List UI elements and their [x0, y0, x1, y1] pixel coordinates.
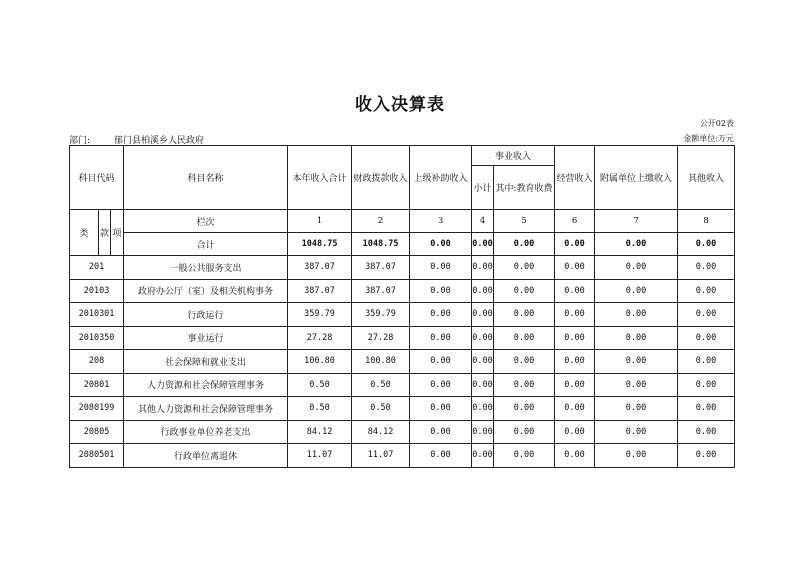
- table-row: [70, 279, 735, 303]
- amount-cell: 387.07: [288, 279, 352, 303]
- header-total-income: 本年收入合计: [288, 146, 352, 210]
- amount-cell: 0.00: [678, 420, 735, 444]
- amount-cell: 0.00: [555, 420, 595, 444]
- amount-cell: 84.12: [288, 420, 352, 444]
- table-row: [70, 256, 735, 280]
- amount-cell: 0.50: [288, 373, 352, 397]
- amount-cell: 0.00: [595, 420, 678, 444]
- amount-cell: 0.00: [410, 256, 472, 280]
- amount-cell: 0.00: [595, 256, 678, 280]
- amount-cell: 387.07: [352, 256, 410, 280]
- amount-cell: 387.07: [288, 256, 352, 280]
- table-row: [70, 350, 735, 374]
- amount-cell: 0.00: [494, 420, 555, 444]
- amount-cell: 0.00: [472, 397, 494, 421]
- subject-code-cell: 2080199: [70, 397, 124, 421]
- header-superior-subsidy: 上级补助收入: [410, 146, 472, 210]
- header-affiliated-income: 附属单位上缴收入: [595, 146, 678, 210]
- amount-cell: 0.00: [472, 444, 494, 468]
- table-row: [70, 373, 735, 397]
- subject-name-cell: 行政单位离退休: [124, 444, 288, 468]
- subject-name-cell: 政府办公厅（室）及相关机构事务: [124, 279, 288, 303]
- amount-cell: 0.00: [678, 326, 735, 350]
- form-code: 公开02表: [699, 119, 734, 128]
- amount-cell: 0.00: [472, 256, 494, 280]
- subject-code-cell: 2080501: [70, 444, 124, 468]
- amount-cell: 0.00: [410, 350, 472, 374]
- department-name: 郁门县柏溪乡人民政府: [114, 136, 205, 146]
- header-subject-name: 科目名称: [124, 146, 288, 210]
- amount-cell: 0.00: [494, 373, 555, 397]
- subject-name-cell: 其他人力资源和社会保障管理事务: [124, 397, 288, 421]
- amount-cell: 0.00: [595, 279, 678, 303]
- total-cell: 1048.75: [288, 233, 352, 256]
- amount-cell: 0.00: [678, 373, 735, 397]
- subject-code-cell: 20805: [70, 420, 124, 444]
- amount-cell: 0.00: [410, 326, 472, 350]
- amount-cell: 100.80: [288, 350, 352, 374]
- column-number: 4: [472, 210, 494, 233]
- table-row: [70, 444, 735, 468]
- total-label: 合计: [124, 233, 288, 256]
- total-cell: 0.00: [410, 233, 472, 256]
- amount-cell: 0.00: [472, 326, 494, 350]
- amount-cell: 0.00: [678, 303, 735, 327]
- column-number: 5: [494, 210, 555, 233]
- amount-cell: 11.07: [288, 444, 352, 468]
- amount-cell: 0.00: [595, 373, 678, 397]
- column-number: 3: [410, 210, 472, 233]
- subject-name-cell: 社会保障和就业支出: [124, 350, 288, 374]
- subject-name-cell: 行政运行: [124, 303, 288, 327]
- amount-cell: 0.50: [352, 397, 410, 421]
- total-row: [70, 233, 735, 256]
- amount-cell: 0.00: [472, 420, 494, 444]
- total-cell: 0.00: [472, 233, 494, 256]
- header-xiang: 项: [111, 210, 124, 256]
- subject-code-cell: 20103: [70, 279, 124, 303]
- department-label: 部门:: [69, 136, 91, 146]
- table-row: [70, 326, 735, 350]
- amount-cell: 0.00: [555, 350, 595, 374]
- amount-cell: 0.50: [352, 373, 410, 397]
- column-number: 6: [555, 210, 595, 233]
- amount-cell: 387.07: [352, 279, 410, 303]
- header-business-income: 事业收入: [472, 146, 555, 166]
- total-cell: 0.00: [595, 233, 678, 256]
- column-index-label: 栏次: [124, 210, 288, 233]
- header-other-income: 其他收入: [678, 146, 735, 210]
- amount-cell: 0.00: [410, 397, 472, 421]
- amount-cell: 0.00: [678, 397, 735, 421]
- amount-cell: 0.00: [595, 350, 678, 374]
- amount-cell: 0.00: [410, 279, 472, 303]
- column-number: 7: [595, 210, 678, 233]
- amount-cell: 0.00: [595, 397, 678, 421]
- amount-cell: 100.80: [352, 350, 410, 374]
- header-education-fee: 其中:教育收费: [494, 166, 555, 210]
- amount-cell: 0.00: [595, 444, 678, 468]
- amount-cell: 0.00: [555, 444, 595, 468]
- header-subtotal: 小计: [472, 166, 494, 210]
- amount-cell: 0.00: [472, 373, 494, 397]
- total-cell: 0.00: [494, 233, 555, 256]
- amount-cell: 0.00: [555, 303, 595, 327]
- amount-cell: 0.00: [678, 444, 735, 468]
- amount-cell: 0.00: [555, 279, 595, 303]
- amount-cell: 0.00: [410, 303, 472, 327]
- amount-cell: 0.00: [678, 279, 735, 303]
- total-cell: 1048.75: [352, 233, 410, 256]
- amount-cell: 0.00: [410, 444, 472, 468]
- column-number: 8: [678, 210, 735, 233]
- subject-code-cell: 20801: [70, 373, 124, 397]
- total-cell: 0.00: [678, 233, 735, 256]
- subject-name-cell: 事业运行: [124, 326, 288, 350]
- amount-cell: 0.00: [410, 420, 472, 444]
- subject-name-cell: 人力资源和社会保障管理事务: [124, 373, 288, 397]
- amount-cell: 0.00: [472, 350, 494, 374]
- header-lei: 类: [70, 210, 99, 256]
- amount-cell: 11.07: [352, 444, 410, 468]
- amount-cell: 0.00: [494, 326, 555, 350]
- amount-cell: 0.00: [595, 326, 678, 350]
- amount-cell: 0.00: [678, 350, 735, 374]
- subject-name-cell: 行政事业单位养老支出: [124, 420, 288, 444]
- header-subject-code: 科目代码: [70, 146, 124, 210]
- subject-code-cell: 2010350: [70, 326, 124, 350]
- amount-cell: 0.00: [555, 397, 595, 421]
- amount-cell: 0.00: [555, 326, 595, 350]
- amount-cell: 0.00: [410, 373, 472, 397]
- amount-cell: 0.00: [494, 279, 555, 303]
- amount-cell: 0.00: [494, 303, 555, 327]
- amount-cell: 0.00: [494, 397, 555, 421]
- table-row: [70, 420, 735, 444]
- amount-cell: 84.12: [352, 420, 410, 444]
- column-number: 2: [352, 210, 410, 233]
- amount-cell: 0.00: [494, 350, 555, 374]
- amount-cell: 0.00: [494, 256, 555, 280]
- amount-cell: 0.00: [555, 256, 595, 280]
- amount-cell: 0.00: [472, 303, 494, 327]
- amount-cell: 0.00: [678, 256, 735, 280]
- income-table: [69, 145, 735, 468]
- amount-cell: 0.50: [288, 397, 352, 421]
- amount-cell: 359.79: [288, 303, 352, 327]
- amount-cell: 0.00: [555, 373, 595, 397]
- amount-cell: 0.00: [595, 303, 678, 327]
- subject-code-cell: 2010301: [70, 303, 124, 327]
- header-fiscal-appropriation: 财政拨款收入: [352, 146, 410, 210]
- amount-cell: 0.00: [494, 444, 555, 468]
- amount-unit: 金额单位:万元: [683, 134, 734, 143]
- subject-code-cell: 201: [70, 256, 124, 280]
- table-row: [70, 397, 735, 421]
- subject-code-cell: 208: [70, 350, 124, 374]
- page-title: 收入决算表: [355, 95, 445, 115]
- total-cell: 0.00: [555, 233, 595, 256]
- amount-cell: 359.79: [352, 303, 410, 327]
- amount-cell: 27.28: [352, 326, 410, 350]
- subject-name-cell: 一般公共服务支出: [124, 256, 288, 280]
- table-row: [70, 303, 735, 327]
- header-kuan: 款: [99, 210, 111, 256]
- amount-cell: 0.00: [472, 279, 494, 303]
- header-operating-income: 经营收入: [555, 146, 595, 210]
- column-number: 1: [288, 210, 352, 233]
- amount-cell: 27.28: [288, 326, 352, 350]
